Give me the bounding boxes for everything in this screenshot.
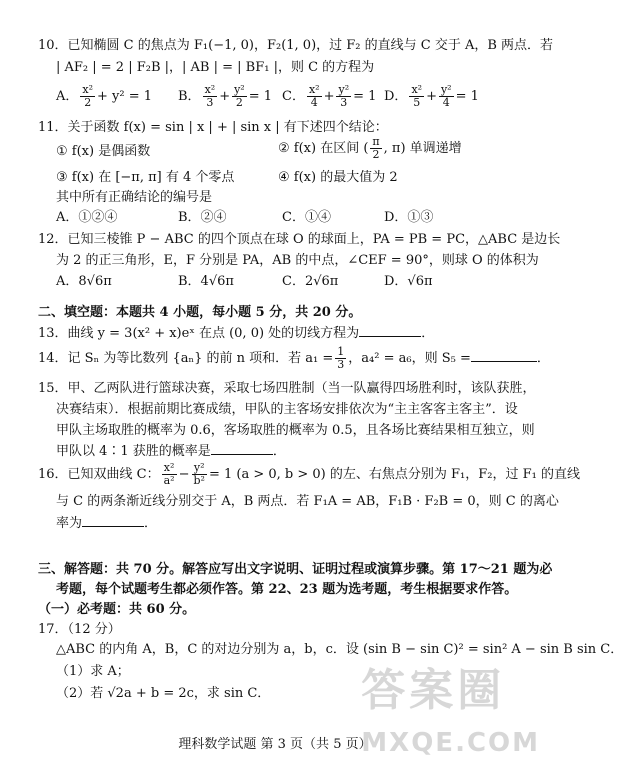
q10-option-a: A． $\frac{\text{x²}}{2}$ + y² = 1 <box>56 83 153 109</box>
q15-line2: 决赛结束）．根据前期比赛成绩，甲队的主客场安排依次为“主主客客主客主”．设 <box>56 402 518 417</box>
q11-line1: 11．关于函数 f(x) = sin | x | + | sin x | 有下述四个结论： <box>38 120 388 135</box>
q11-statement-2: ② f(x) 在区间 ( $\frac{\pi}{2}$ , π) 单调递增 <box>278 135 462 161</box>
q13: 13．曲线 y = 3(x² + x)eˣ 在点 (0, 0) 处的切线方程为 ． <box>38 326 435 341</box>
q11-statement-1: ① f(x) 是偶函数 <box>56 144 151 159</box>
q10-option-d: D． $\frac{\text{x²}}{5}$ + $\frac{\text{y²}}{4}$ = 1 <box>384 83 479 109</box>
section-3-heading-line1: 三、解答题：共 70 分。解答应写出文字说明、证明过程或演算步骤。第 17～21 题为必 <box>38 562 553 577</box>
q10-option-b: B． $\frac{\text{x²}}{3}$ + $\frac{\text{y²}}{2}$ = 1 <box>178 83 273 109</box>
q12-option-d: D．√6π <box>384 274 433 289</box>
watermark-logo: 答案圈 MXQE.COM <box>361 665 540 758</box>
q17-title: 17．（12 分） <box>38 622 121 637</box>
q12-option-b: B．4√6π <box>178 274 234 289</box>
page-footer: 理科数学试题 第 3 页（共 5 页） <box>178 737 372 752</box>
q11-statement-3: ③ f(x) 在 [−π, π] 有 4 个零点 <box>56 170 235 185</box>
q12-option-c: C．2√6π <box>282 274 339 289</box>
section-3-heading-line2: 考题，每个试题考生都必须作答。第 22、23 题为选考题，考生根据要求作答。 <box>56 582 518 597</box>
q11-option-c: C．①④ <box>282 210 331 225</box>
q16-line1: 16．已知双曲线 C： $\frac{\text{x²}}{\text{a²}}$ − $\frac{\text{y²}}{\text{b²}}$ = 1 (a > 0, b > 0) 的左、右焦点分别为 F₁，F₂，过 F₁ 的直线 <box>38 461 580 487</box>
q17-part2: （2）若 √2a + b = 2c，求 sin C． <box>56 686 271 701</box>
q11-option-b: B．②④ <box>178 210 227 225</box>
q11-option-a: A．①②④ <box>56 210 118 225</box>
q17-stem: △ABC 的内角 A，B，C 的对边分别为 a，b，c．设 (sin B − sin C)² = sin² A − sin B sin C． <box>56 642 623 657</box>
q11-option-d: D．①③ <box>384 210 434 225</box>
q15-line3: 甲队主场取胜的概率为 0.6，客场取胜的概率为 0.5，且各场比赛结果相互独立，则 <box>56 423 535 438</box>
q14: 14．记 Sₙ 为等比数列 {aₙ} 的前 n 项和．若 a₁ = $\frac{1}{3}$ ，a₄² = a₆，则 S₅ = ． <box>38 345 550 371</box>
q12-line1: 12．已知三棱锥 P − ABC 的四个顶点在球 O 的球面上，PA = PB = PC，△ABC 是边长 <box>38 232 561 247</box>
q15-line1: 15．甲、乙两队进行篮球决赛，采取七场四胜制（当一队赢得四场胜利时，该队获胜， <box>38 381 536 396</box>
section-3-subheading: （一）必考题：共 60 分。 <box>38 602 196 617</box>
q12-line2: 为 2 的正三角形，E，F 分别是 PA，AB 的中点，∠CEF = 90°，则球 O 的体积为 <box>56 253 539 268</box>
q10-option-c: C． $\frac{\text{x²}}{4}$ + $\frac{\text{y²}}{3}$ = 1 <box>282 83 377 109</box>
q10-line1: 10．已知椭圆 C 的焦点为 F₁(−1, 0)，F₂(1, 0)，过 F₂ 的直线与 C 交于 A，B 两点．若 <box>38 38 554 53</box>
q16-line3: 率为 ． <box>56 516 158 531</box>
q16-line2: 与 C 的两条渐近线分别交于 A，B 两点．若 F₁A = AB，F₁B · F₂B = 0，则 C 的离心 <box>56 494 559 509</box>
q11-prompt: 其中所有正确结论的编号是 <box>56 190 213 205</box>
q17-part1: （1）求 A； <box>56 664 130 679</box>
q15-line4: 甲队以 4∶1 获胜的概率是 ． <box>56 444 286 459</box>
q12-option-a: A．8√6π <box>56 274 112 289</box>
section-2-heading: 二、填空题：本题共 4 小题，每小题 5 分，共 20 分。 <box>38 305 362 320</box>
q10-line2: | AF₂ | = 2 | F₂B |，| AB | = | BF₁ |，则 C 的方程为 <box>56 60 375 75</box>
q11-statement-4: ④ f(x) 的最大值为 2 <box>278 170 398 185</box>
